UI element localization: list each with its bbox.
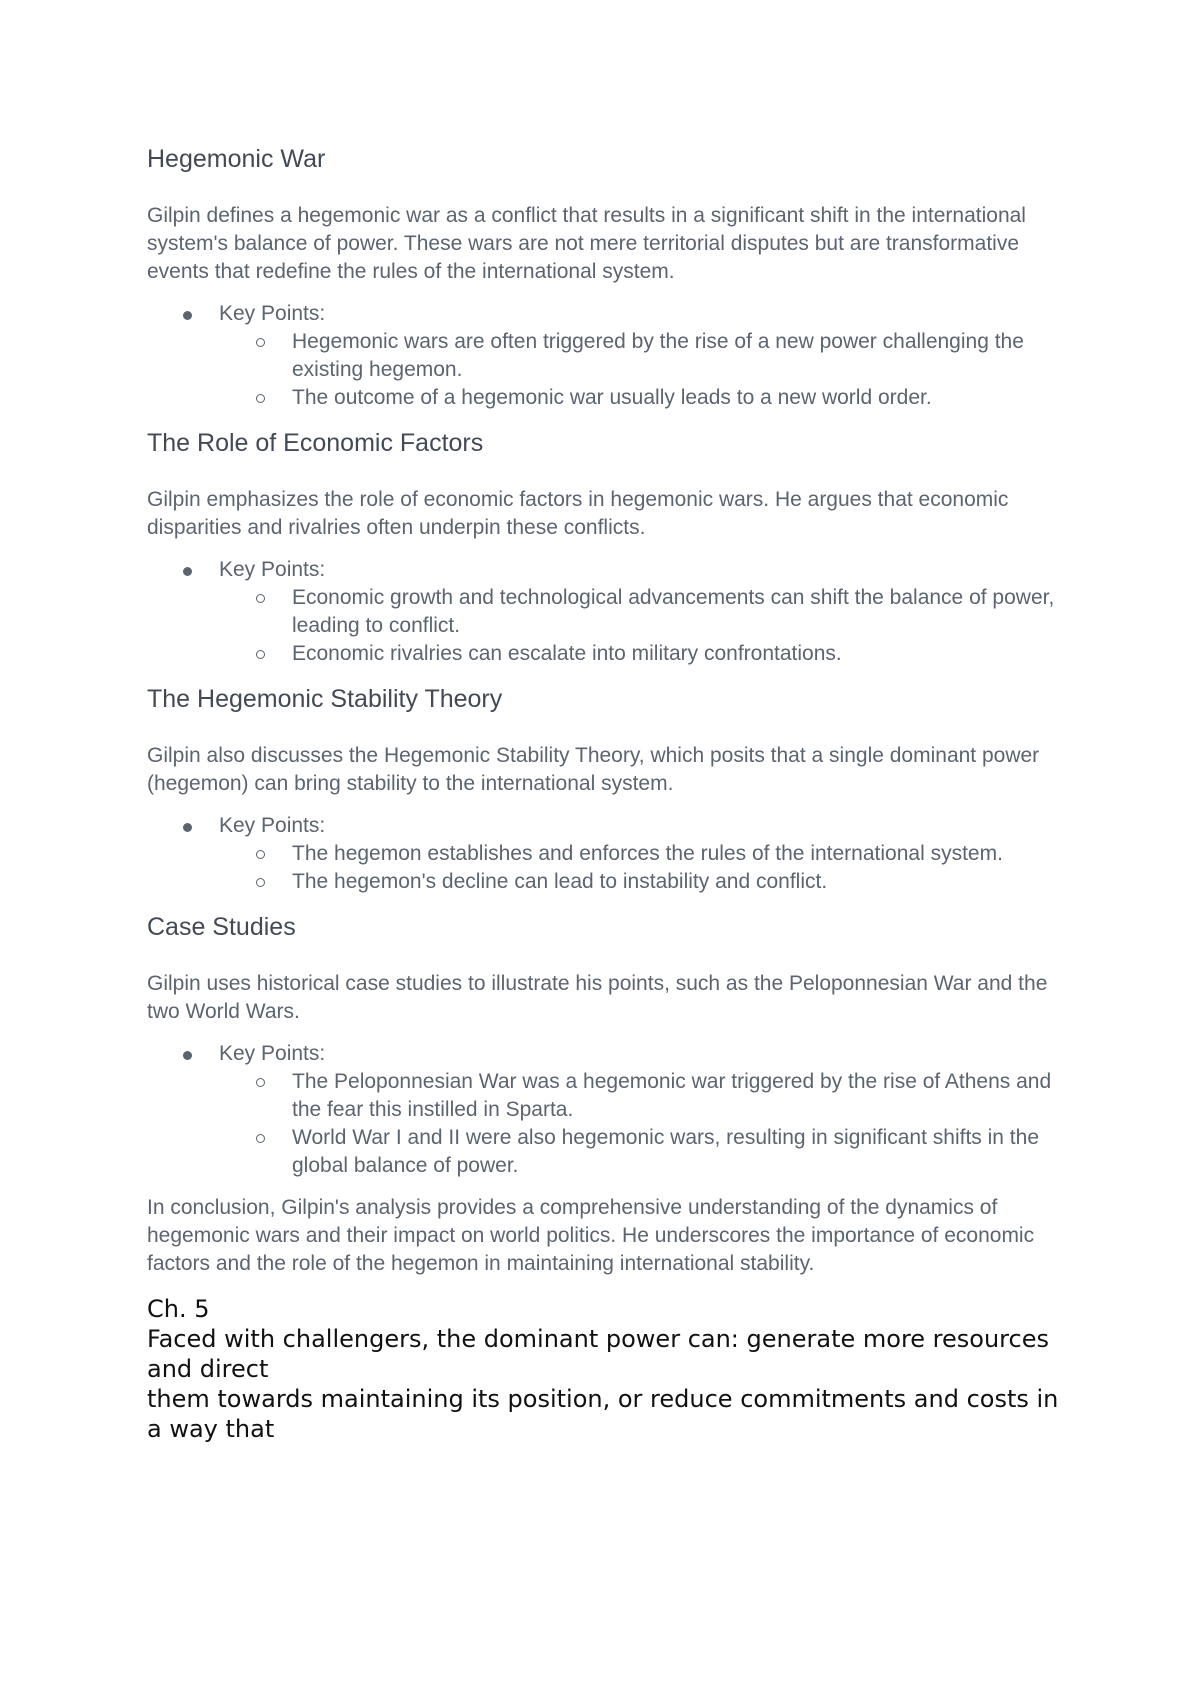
sub-bullet-list [219, 840, 1077, 896]
circle-bullet-icon [256, 338, 265, 347]
sub-bullet-text: The Peloponnesian War was a hegemonic war triggered by the rise of Athens and the fear this instilled in Sparta. [292, 1070, 1052, 1121]
sub-bullet-text: The hegemon's decline can lead to instability and conflict. [292, 870, 828, 893]
sub-bullet-text: Economic rivalries can escalate into military confrontations. [292, 642, 842, 665]
bullet-key-points [183, 556, 1077, 668]
sub-bullet-list [219, 584, 1077, 668]
section-paragraph: Gilpin also discusses the Hegemonic Stability Theory, which posits that a single dominant power (hegemon) can bring stability to the international system. [147, 744, 1040, 795]
bullet-dot-icon [183, 567, 192, 576]
chapter-text-line: them towards maintaining its position, or reduce commitments and costs in a way that [147, 1385, 1059, 1443]
document-page [147, 142, 1077, 1444]
sub-bullet-item [256, 1068, 1077, 1124]
bullet-key-points [183, 300, 1077, 412]
section-paragraph: Gilpin uses historical case studies to illustrate his points, such as the Peloponnesian War and the two World Wars. [147, 972, 1048, 1023]
bullet-dot-icon [183, 311, 192, 320]
bullet-label: Key Points: [219, 302, 326, 325]
bullet-dot-icon [183, 823, 192, 832]
bullet-key-points [183, 1040, 1077, 1180]
bullet-list [147, 1040, 1077, 1180]
section-case-studies [147, 910, 1077, 1180]
circle-bullet-icon [256, 1078, 265, 1087]
chapter-text-line: Faced with challengers, the dominant power can: generate more resources and direct [147, 1325, 1049, 1383]
circle-bullet-icon [256, 394, 265, 403]
bullet-list [147, 556, 1077, 668]
sub-bullet-item [256, 1124, 1077, 1180]
section-hegemonic-stability-theory [147, 682, 1077, 896]
conclusion-paragraph: In conclusion, Gilpin's analysis provides a comprehensive understanding of the dynamics of hegemonic wars and their impact on world politics. He underscores the importance of economic factors and the role of the hegemon in maintaining international stability. [147, 1196, 1035, 1275]
circle-bullet-icon [256, 594, 265, 603]
section-heading: The Hegemonic Stability Theory [147, 685, 503, 713]
section-heading: Case Studies [147, 913, 296, 941]
sub-bullet-text: The hegemon establishes and enforces the rules of the international system. [292, 842, 1003, 865]
sub-bullet-text: The outcome of a hegemonic war usually leads to a new world order. [292, 386, 932, 409]
bullet-label: Key Points: [219, 558, 326, 581]
section-economic-factors [147, 426, 1077, 668]
section-paragraph: Gilpin emphasizes the role of economic factors in hegemonic wars. He argues that economic disparities and rivalries often underpin these conflicts. [147, 488, 1009, 539]
sub-bullet-item [256, 384, 1077, 412]
sub-bullet-list [219, 328, 1077, 412]
sub-bullet-item [256, 640, 1077, 668]
bullet-key-points [183, 812, 1077, 896]
chapter-heading: Ch. 5 [147, 1295, 210, 1323]
section-paragraph: Gilpin defines a hegemonic war as a conflict that results in a significant shift in the international system's balance of power. These wars are not mere territorial disputes but are transformative events that redefine the rules of the international system. [147, 204, 1026, 283]
sub-bullet-list [219, 1068, 1077, 1180]
sub-bullet-text: World War I and II were also hegemonic wars, resulting in significant shifts in the global balance of power. [292, 1126, 1039, 1177]
sub-bullet-item [256, 328, 1077, 384]
sub-bullet-text: Hegemonic wars are often triggered by the rise of a new power challenging the existing hegemon. [292, 330, 1024, 381]
circle-bullet-icon [256, 878, 265, 887]
section-heading: Hegemonic War [147, 145, 326, 173]
sub-bullet-item [256, 584, 1077, 640]
section-heading: The Role of Economic Factors [147, 429, 484, 457]
circle-bullet-icon [256, 650, 265, 659]
bullet-list [147, 812, 1077, 896]
bullet-dot-icon [183, 1051, 192, 1060]
sub-bullet-item [256, 840, 1077, 868]
bullet-label: Key Points: [219, 1042, 326, 1065]
bullet-label: Key Points: [219, 814, 326, 837]
circle-bullet-icon [256, 1134, 265, 1143]
sub-bullet-item [256, 868, 1077, 896]
section-hegemonic-war [147, 142, 1077, 412]
sub-bullet-text: Economic growth and technological advancements can shift the balance of power, leading to conflict. [292, 586, 1055, 637]
circle-bullet-icon [256, 850, 265, 859]
bullet-list [147, 300, 1077, 412]
